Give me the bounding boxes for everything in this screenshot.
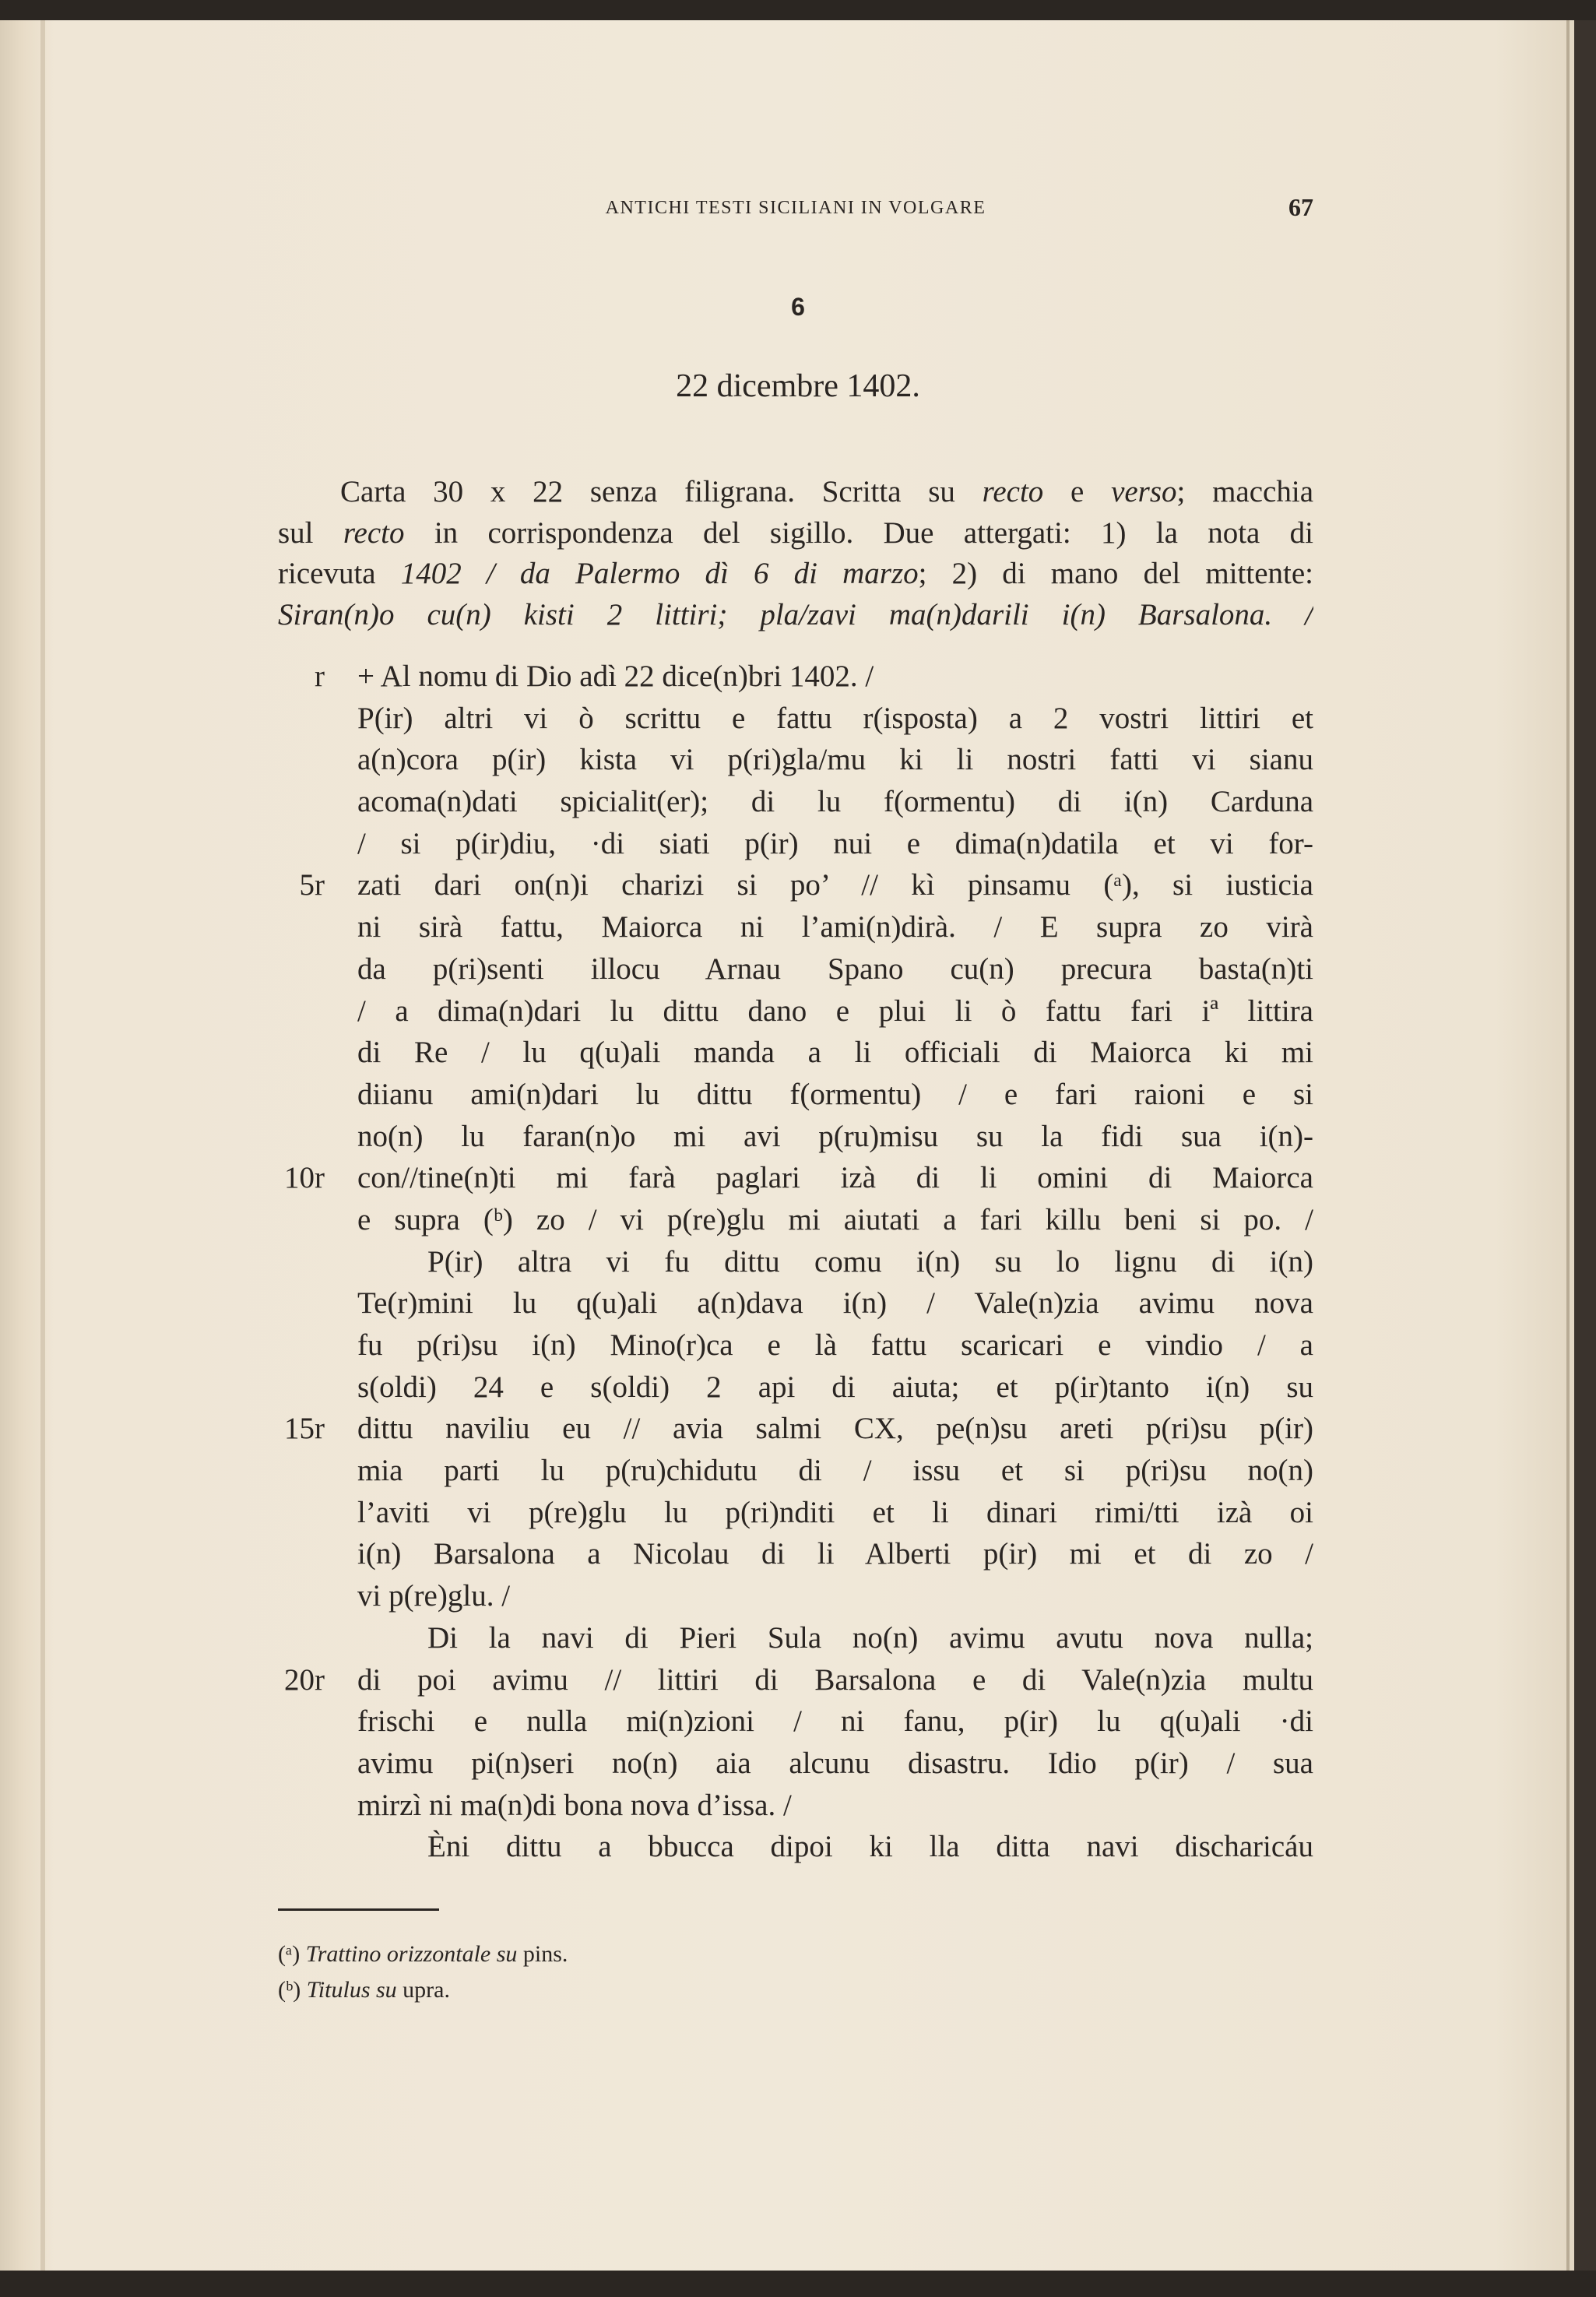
- line-text: / si p(ir)diu, ·di siati p(ir) nui e dima(n)datila et vi for-: [357, 826, 1313, 860]
- document-number: 6: [791, 293, 805, 321]
- description-line: [278, 472, 1313, 513]
- italic-text: Trattino orizzontale su: [305, 1941, 518, 1967]
- text-line: [299, 864, 1313, 906]
- line-text: s(oldi) 24 e s(oldi) 2 api di aiuta; et p(ir)tanto i(n) su: [357, 1370, 1313, 1404]
- text-line: [357, 1116, 1313, 1158]
- text-line: [357, 1575, 1313, 1617]
- line-text: con//tine(n)ti mi farà paglari izà di li omini di Maiorca: [357, 1161, 1313, 1195]
- line-text: diianu ami(n)dari lu dittu f(ormentu) / e fari raioni e si: [357, 1077, 1313, 1111]
- document-date: 22 dicembre 1402.: [676, 368, 920, 404]
- text-line: [284, 1659, 1313, 1701]
- page-spine-shadow: [40, 20, 45, 2271]
- text-line: [357, 1450, 1313, 1492]
- line-text: frischi e nulla mi(n)zioni / ni fanu, p(ir) lu q(u)ali ·di: [357, 1704, 1313, 1739]
- line-text: Te(r)mini lu q(u)ali a(n)dava i(n) / Vale(n)zia avimu nova: [357, 1286, 1313, 1321]
- text-segment: ; 2) di mano del mittente:: [918, 557, 1313, 591]
- text-line: [357, 739, 1313, 781]
- description-line: [278, 513, 1313, 554]
- text-line: [357, 948, 1313, 990]
- text-line: [284, 1157, 1313, 1199]
- text-segment: pins.: [517, 1941, 568, 1967]
- line-text: no(n) lu faran(n)o mi avi p(ru)misu su la fidi sua i(n)-: [357, 1119, 1313, 1153]
- description-line: [278, 595, 1313, 636]
- text-line: [357, 781, 1313, 823]
- text-segment: upra.: [396, 1977, 450, 2003]
- line-text: e supra (ᵇ) zo / vi p(re)glu mi aiutati a fari killu beni si po. /: [357, 1202, 1313, 1236]
- text-segment: e: [1043, 475, 1112, 508]
- line-text: dittu naviliu eu // avia salmi CX, pe(n)su areti p(ri)su p(ir): [357, 1412, 1313, 1446]
- line-text: P(ir) altri vi ò scrittu e fattu r(isposta) a 2 vostri littiri et: [357, 701, 1313, 735]
- description-paragraph: [278, 472, 1313, 635]
- line-text: Di la navi di Pieri Sula no(n) avimu avutu nova nulla;: [427, 1620, 1313, 1655]
- text-line: [357, 1032, 1313, 1074]
- line-number: 5r: [299, 868, 325, 902]
- text-line: [357, 1324, 1313, 1367]
- line-number: 15r: [284, 1412, 325, 1446]
- text-segment: (ᵇ): [278, 1977, 307, 2003]
- line-text: di Re / lu q(u)ali manda a li officiali di Maiorca ki mi: [357, 1036, 1313, 1070]
- italic-text: verso: [1111, 475, 1177, 508]
- text-line: [357, 906, 1313, 948]
- line-text: fu p(ri)su i(n) Mino(r)ca e là fattu scaricari e vindio / a: [357, 1328, 1313, 1362]
- text-segment: sul: [278, 515, 343, 550]
- page-edge-line: [1566, 20, 1570, 2271]
- line-text: avimu pi(n)seri no(n) aia alcunu disastru. Idio p(ir) / sua: [357, 1746, 1313, 1780]
- footnote: [278, 1972, 568, 2008]
- text-line: [357, 1074, 1313, 1116]
- line-number: 20r: [284, 1662, 325, 1697]
- text-line: [357, 1826, 1313, 1868]
- footnote: [278, 1936, 568, 1972]
- italic-text: Titulus su: [306, 1977, 397, 2003]
- italic-text: Siran(n)o cu(n) kisti 2 littiri; pla/zavi ma(n)darili i(n) Barsalona. /: [278, 597, 1313, 631]
- text-line: [357, 1743, 1313, 1785]
- line-text: di poi avimu // littiri di Barsalona e di Vale(n)zia multu: [357, 1662, 1313, 1697]
- italic-text: recto: [982, 475, 1044, 508]
- line-text: / a dima(n)dari lu dittu dano e plui li ò fattu fari iª littira: [357, 994, 1313, 1028]
- line-text: acoma(n)dati spicialit(er); di lu f(ormentu) di i(n) Carduna: [357, 785, 1313, 819]
- line-text: l’aviti vi p(re)glu lu p(ri)nditi et li dinari rimi/tti izà oi: [357, 1495, 1313, 1529]
- line-text: a(n)cora p(ir) kista vi p(ri)gla/mu ki li nostri fatti vi sianu: [357, 743, 1313, 777]
- text-line: [357, 1533, 1313, 1575]
- text-line: [357, 1785, 1313, 1827]
- text-segment: ricevuta: [278, 557, 401, 591]
- line-text: + Al nomu di Dio adì 22 dice(n)bri 1402. /: [357, 660, 874, 693]
- footnote-rule: [278, 1908, 439, 1911]
- text-line: [315, 656, 1313, 698]
- line-text: Èni dittu a bbucca dipoi ki lla ditta navi discharicáu: [427, 1830, 1313, 1864]
- line-text: mirzì ni ma(n)di bona nova d’issa. /: [357, 1788, 792, 1822]
- italic-text: recto: [343, 515, 405, 550]
- page-number: 67: [1288, 193, 1313, 221]
- text-segment: in corrispondenza del sigillo. Due attergati: 1) la nota di: [404, 515, 1313, 550]
- text-line: [357, 1199, 1313, 1241]
- line-text: P(ir) altra vi fu dittu comu i(n) su lo lignu di i(n): [427, 1244, 1313, 1279]
- text-line: [357, 1701, 1313, 1743]
- line-text: zati dari on(n)i charizi si po’ // kì pinsamu (ᵃ), si iusticia: [357, 868, 1313, 902]
- text-line: [357, 823, 1313, 865]
- text-segment: ; macchia: [1176, 475, 1313, 508]
- text-line: [357, 1241, 1313, 1283]
- line-text: vi p(re)glu. /: [357, 1579, 511, 1613]
- italic-text: 1402 / da Palermo dì 6 di marzo: [400, 557, 919, 591]
- text-line: [284, 1408, 1313, 1450]
- running-head: [278, 193, 1313, 224]
- text-line: [357, 1617, 1313, 1659]
- text-line: [357, 1492, 1313, 1534]
- line-text: mia parti lu p(ru)chidutu di / issu et si p(ri)su no(n): [357, 1454, 1313, 1488]
- text-line: [357, 1282, 1313, 1324]
- text-line: [357, 698, 1313, 740]
- transcription-text: [284, 656, 1313, 1868]
- line-text: da p(ri)senti illocu Arnau Spano cu(n) precura basta(n)ti: [357, 952, 1313, 986]
- footnotes: [278, 1936, 568, 2008]
- text-segment: (ᵃ): [278, 1941, 306, 1967]
- description-line: [278, 554, 1313, 595]
- line-text: i(n) Barsalona a Nicolau di li Alberti p(ir) mi et di zo /: [357, 1537, 1313, 1571]
- text-line: [357, 990, 1313, 1032]
- line-number: r: [315, 660, 325, 693]
- text-line: [357, 1367, 1313, 1409]
- running-head-title: ANTICHI TESTI SICILIANI IN VOLGARE: [605, 198, 986, 218]
- text-segment: Carta 30 x 22 senza filigrana. Scritta su: [340, 475, 983, 508]
- line-text: ni sirà fattu, Maiorca ni l’ami(n)dirà. / E supra zo virà: [357, 910, 1313, 944]
- line-number: 10r: [284, 1161, 325, 1195]
- book-cover-edge: [1574, 20, 1596, 2271]
